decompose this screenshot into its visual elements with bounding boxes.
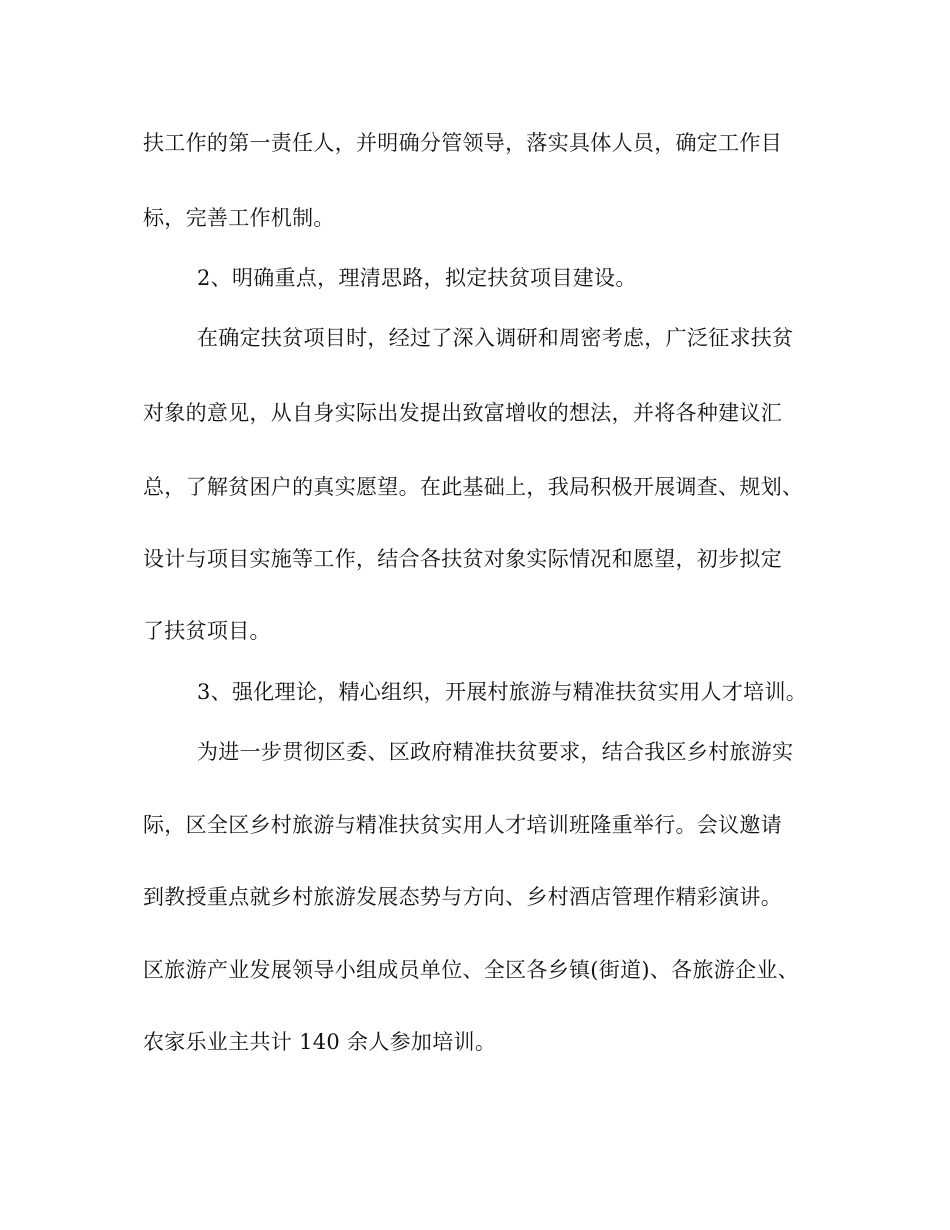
text-line: 农家乐业主共计 140 余人参加培训。 bbox=[143, 1030, 497, 1054]
text-line: 扶工作的第一责任人，并明确分管领导，落实具体人员，确定工作目 bbox=[143, 131, 782, 155]
text-line: 到教授重点就乡村旅游发展态势与方向、乡村酒店管理作精彩演讲。 bbox=[143, 885, 782, 909]
text-line: 区旅游产业发展领导小组成员单位、全区各乡镇(街道)、各旅游企业、 bbox=[143, 958, 799, 982]
text-line: 了扶贫项目。 bbox=[143, 619, 271, 643]
text-line: 设计与项目实施等工作，结合各扶贫对象实际情况和愿望，初步拟定 bbox=[143, 547, 782, 571]
text-line: 总，了解贫困户的真实愿望。在此基础上，我局积极开展调查、规划、 bbox=[143, 475, 804, 499]
paragraph-start: 为进一步贯彻区委、区政府精准扶贫要求，结合我区乡村旅游实 bbox=[197, 740, 794, 764]
paragraph-start: 在确定扶贫项目时，经过了深入调研和周密考虑，广泛征求扶贫 bbox=[197, 326, 794, 350]
text-line: 对象的意见，从自身实际出发提出致富增收的想法，并将各种建议汇 bbox=[143, 401, 782, 425]
text-line: 标，完善工作机制。 bbox=[143, 206, 335, 230]
section-heading-3: 3、强化理论，精心组织，开展村旅游与精准扶贫实用人才培训。 bbox=[197, 680, 808, 704]
section-heading-2: 2、明确重点，理清思路，拟定扶贫项目建设。 bbox=[197, 266, 637, 290]
text-line: 际，区全区乡村旅游与精准扶贫实用人才培训班隆重举行。会议邀请 bbox=[143, 813, 782, 837]
